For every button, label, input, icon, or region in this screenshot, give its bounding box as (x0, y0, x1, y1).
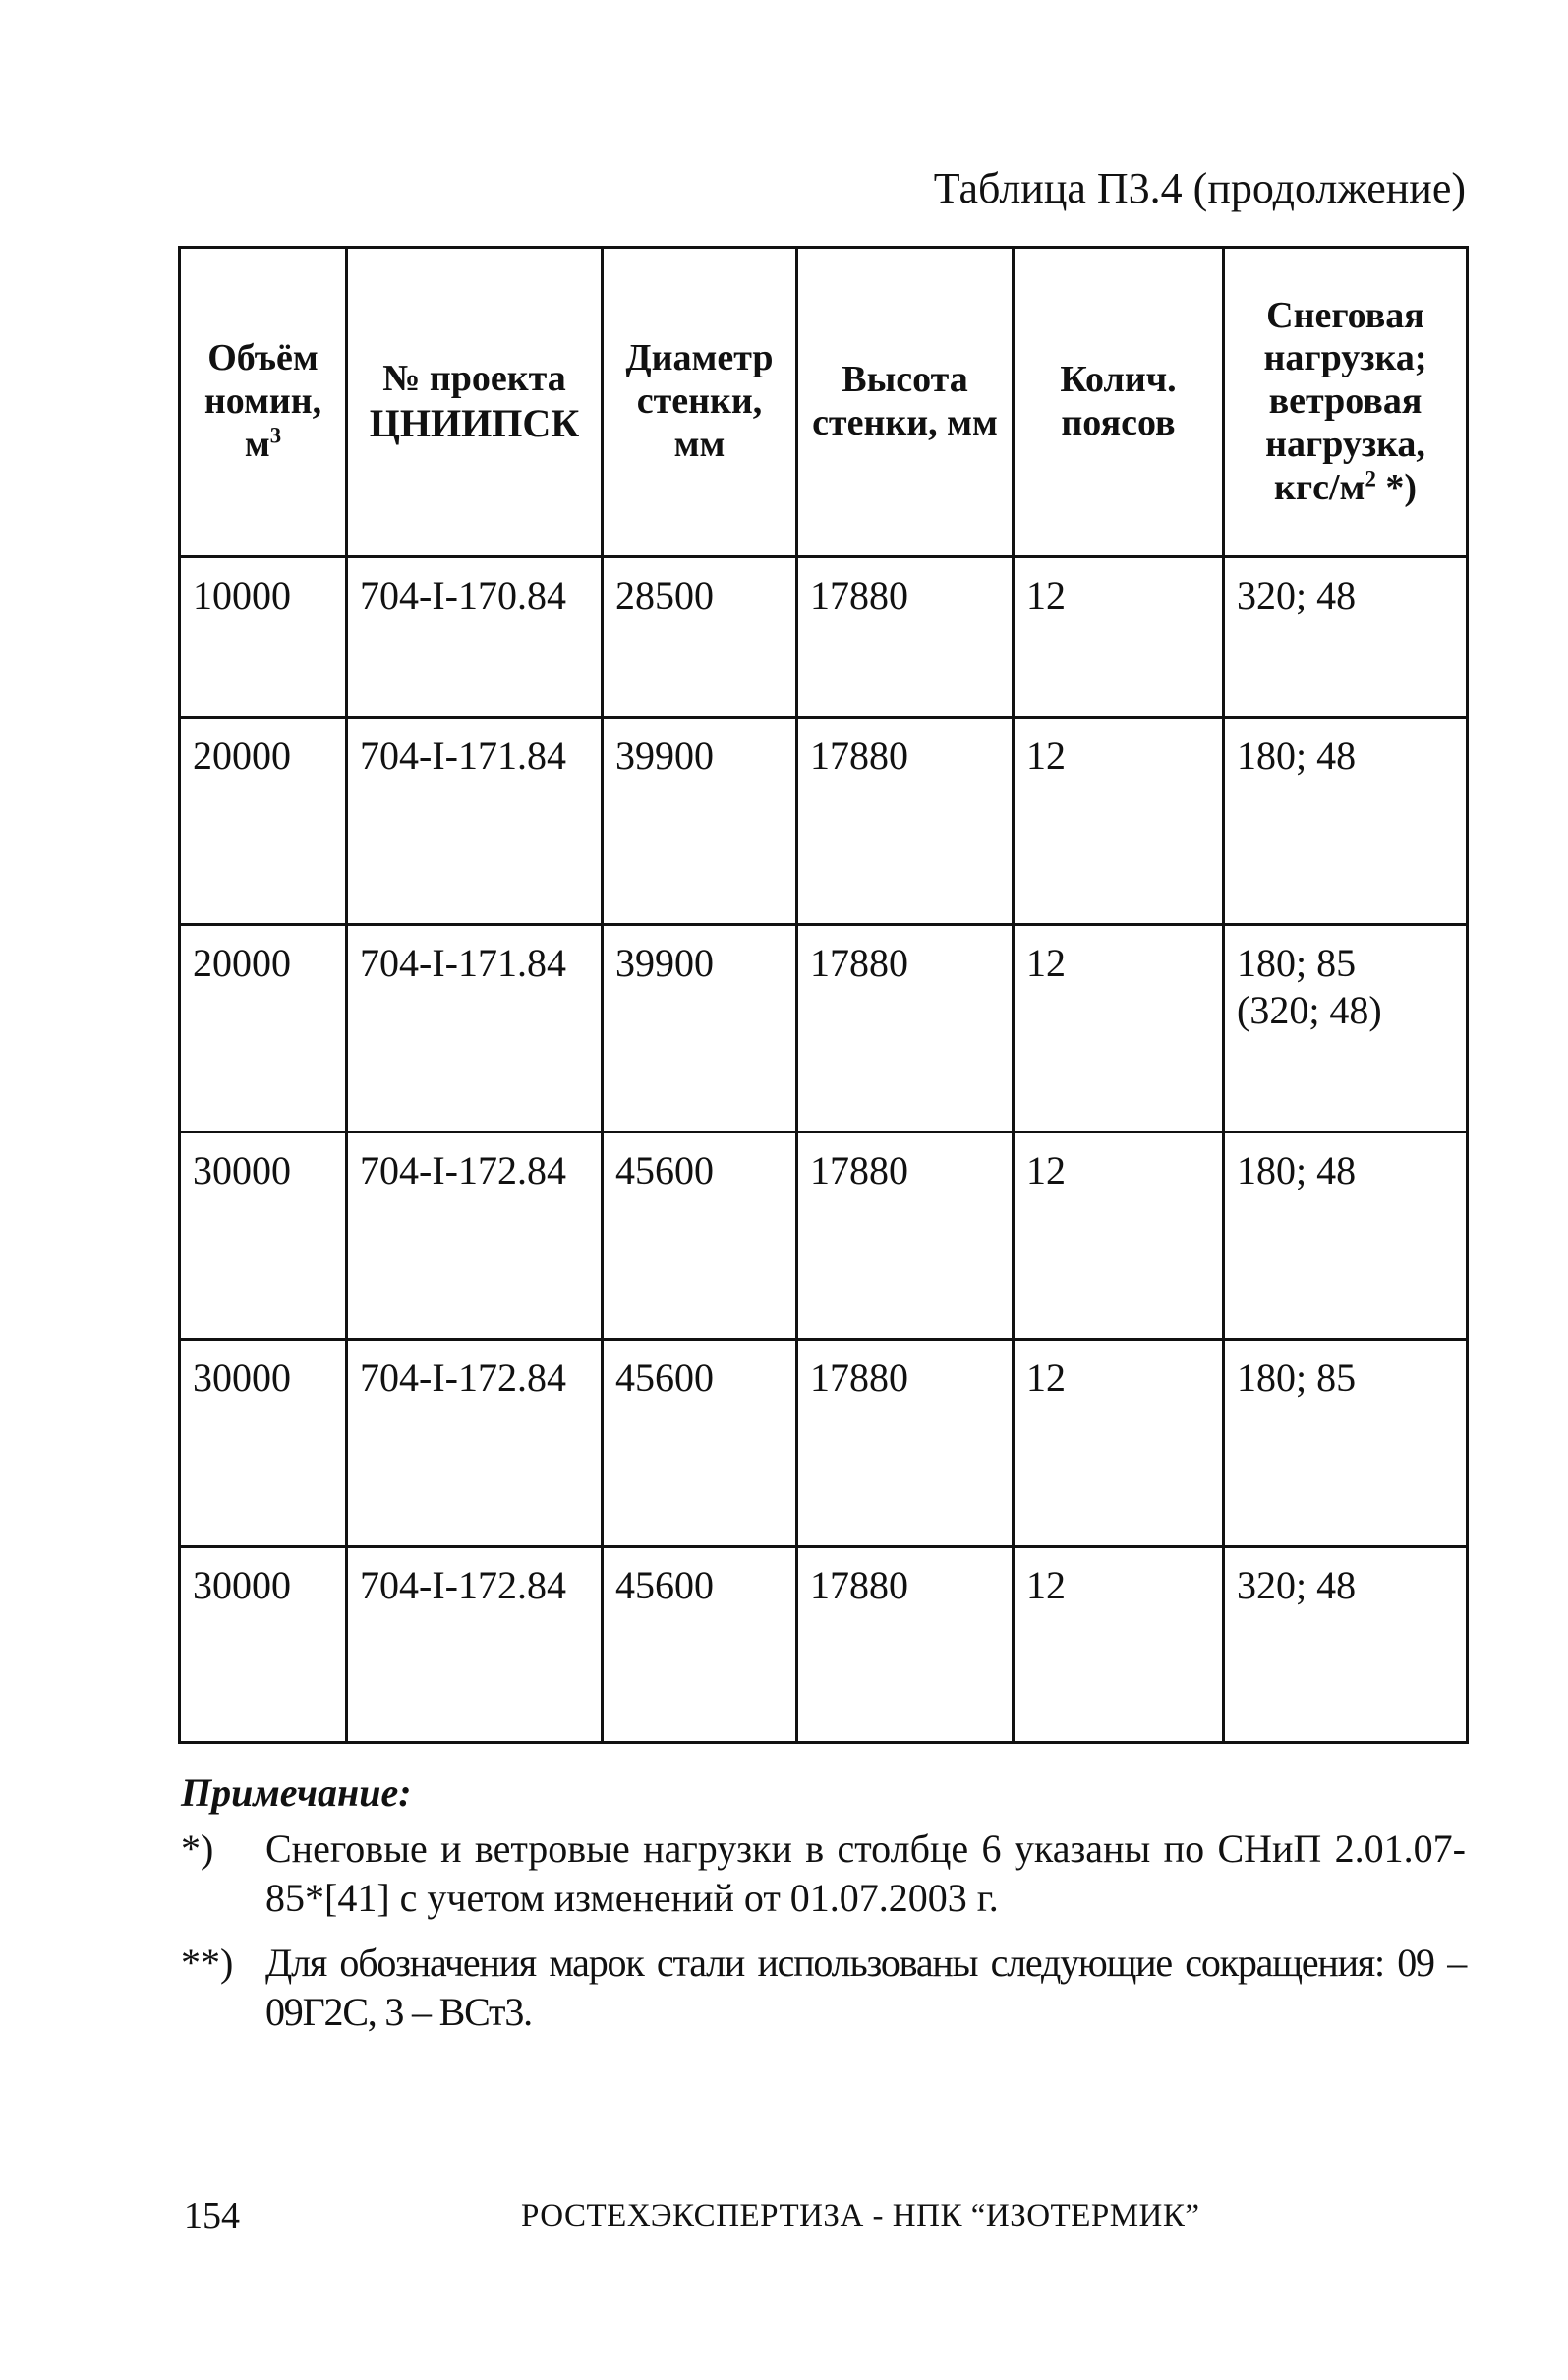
cell-load: 320; 48 (1224, 1547, 1468, 1743)
notes-title: Примечание: (181, 1770, 412, 1815)
cell-load: 180; 48 (1224, 718, 1468, 925)
cell-volume: 30000 (180, 1132, 347, 1340)
header-height: Высота стенки, мм (797, 248, 1014, 557)
header-load: Снеговая нагрузка; ветровая нагрузка, кгс/$м^2$ *) (1224, 248, 1468, 557)
cell-belts: 12 (1014, 557, 1224, 718)
cell-load: 320; 48 (1224, 557, 1468, 718)
cell-volume: 20000 (180, 718, 347, 925)
note-mark: *) (181, 1827, 214, 1871)
cell-height: 17880 (797, 557, 1014, 718)
table-caption: Таблица П3.4 (продолжение) (933, 164, 1466, 212)
cell-diameter: 39900 (603, 925, 797, 1132)
cell-volume: 10000 (180, 557, 347, 718)
note-text: Для обозначения марок стали использованы следующие сокращения: 09 – 09Г2С, 3 – ВСт3. (265, 1941, 1466, 2034)
cell-volume: 30000 (180, 1340, 347, 1547)
table-row (180, 718, 1468, 925)
cell-load: 180; 85 (320; 48) (1224, 925, 1468, 1132)
header-volume: Объём номин, $м^3$ (180, 248, 347, 557)
cell-diameter: 45600 (603, 1132, 797, 1340)
note-text: Снеговые и ветровые нагрузки в столбце 6 указаны по СНиП 2.01.07-85*[41] с учетом изменений от 01.07.2003 г. (265, 1827, 1466, 1920)
cell-diameter: 45600 (603, 1547, 797, 1743)
cell-project: 704-I-170.84 (347, 557, 603, 718)
header-project: № проекта ЦНИИПСК (347, 248, 603, 557)
cell-belts: 12 (1014, 925, 1224, 1132)
cell-project: 704-I-171.84 (347, 925, 603, 1132)
table-row (180, 925, 1468, 1132)
table-row (180, 1340, 1468, 1547)
note-item (181, 1939, 1466, 2037)
page-number: 154 (184, 2195, 240, 2236)
cell-volume: 30000 (180, 1547, 347, 1743)
cell-belts: 12 (1014, 1132, 1224, 1340)
footer-publisher: РОСТЕХЭКСПЕРТИЗА - НПК “ИЗОТЕРМИК” (521, 2198, 1200, 2234)
cell-project: 704-I-172.84 (347, 1132, 603, 1340)
header-diameter: Диаметр стенки, мм (603, 248, 797, 557)
cell-belts: 12 (1014, 718, 1224, 925)
cell-project: 704-I-172.84 (347, 1547, 603, 1743)
tank-parameters-table (178, 246, 1469, 1744)
cell-height: 17880 (797, 1132, 1014, 1340)
cell-load: 180; 85 (1224, 1340, 1468, 1547)
cell-height: 17880 (797, 1340, 1014, 1547)
cell-diameter: 39900 (603, 718, 797, 925)
cell-belts: 12 (1014, 1340, 1224, 1547)
cell-load: 180; 48 (1224, 1132, 1468, 1340)
cell-volume: 20000 (180, 925, 347, 1132)
note-mark: **) (181, 1941, 234, 1985)
cell-height: 17880 (797, 718, 1014, 925)
cell-project: 704-I-171.84 (347, 718, 603, 925)
table-row (180, 1547, 1468, 1743)
table-header-row (180, 248, 1468, 557)
cell-diameter: 45600 (603, 1340, 797, 1547)
note-item (181, 1825, 1466, 1923)
cell-project: 704-I-172.84 (347, 1340, 603, 1547)
cell-height: 17880 (797, 925, 1014, 1132)
cell-diameter: 28500 (603, 557, 797, 718)
cell-height: 17880 (797, 1547, 1014, 1743)
table-row (180, 1132, 1468, 1340)
table-row (180, 557, 1468, 718)
cell-belts: 12 (1014, 1547, 1224, 1743)
header-belts: Колич. поясов (1014, 248, 1224, 557)
